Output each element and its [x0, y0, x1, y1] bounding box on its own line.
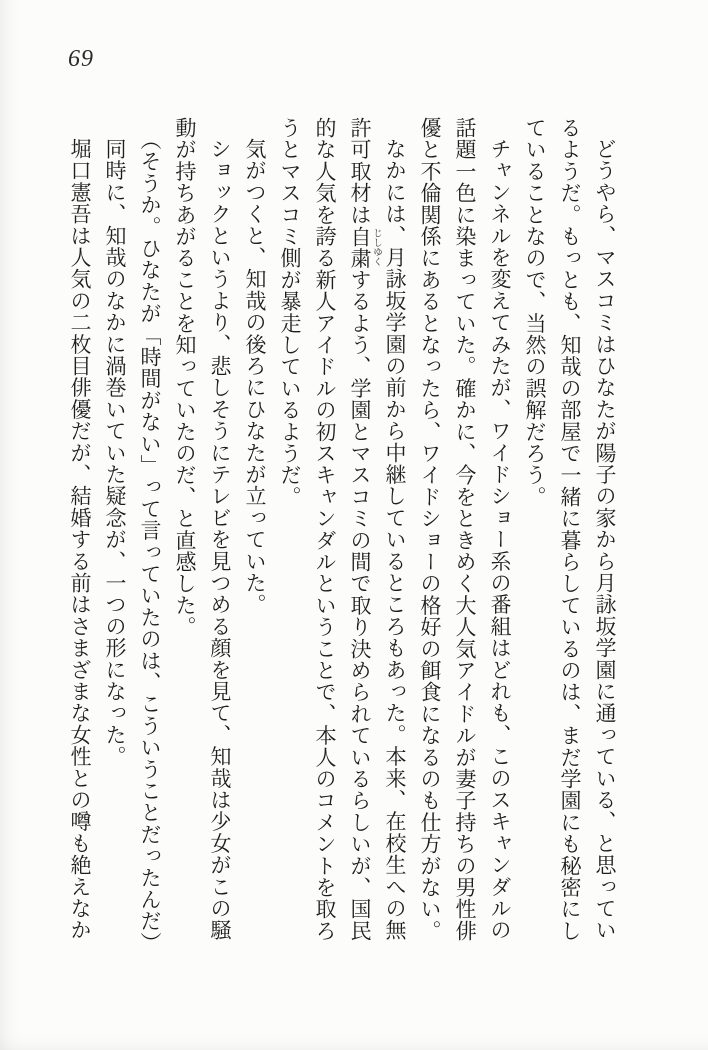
ruby-annotated-word: 自粛 じしゆく — [348, 225, 381, 269]
furigana: じしゆく — [371, 225, 381, 269]
paragraph: どうやら、マスコミはひなたが陽子の家から月詠坂学園に通っている、と思っているようだ。もっとも、知哉の部屋で一緒に暮らしているのは、まだ学園にも秘密にしていることなので、当然の誤解だろう。 — [523, 117, 617, 942]
paragraph: 同時に、知哉のなかに渦巻いていた疑念が、一つの形になった。 — [103, 138, 127, 768]
body-text — [62, 117, 622, 955]
paragraph: 気がつくと、知哉の後ろにひなたが立っていた。 — [243, 138, 267, 616]
paragraph: ショックというより、悲しそうにテレビを見つめる顔を見て、知哉は少女がこの騒動が持ちあがることを知っていたのだ、と直感した。 — [173, 117, 232, 941]
paragraph: なかには、月詠坂学園の前から中継しているところもあった。本来、在校生への無許可取材は自粛 じしゆくするよう、学園とマスコミの間で取り決められているらしいが、国民的な人気を誇る新人アイドルの初スキャンダルということで、本人のコメントを取ろうとマスコミ側が暴走しているようだ。 — [278, 117, 407, 942]
page-number: 69 — [68, 46, 94, 72]
paragraph: チャンネルを変えてみたが、ワイドショー系の番組はどれも、このスキャンダルの話題一色に染まっていた。確かに、今をときめく大人気アイドルが妻子持ちの男性俳優と不倫関係にあるとなったら、ワイドショーの格好の餌食になるのも仕方がない。 — [418, 117, 512, 942]
paragraph: （そうか。ひなたが「時間がない」って言っていたのは、こういうことだったんだ） — [138, 128, 162, 954]
paragraph: 堀口憲吾は人気の二枚目俳優だが、結婚する前はさまざまな女性との噂も絶えなか — [68, 138, 92, 941]
